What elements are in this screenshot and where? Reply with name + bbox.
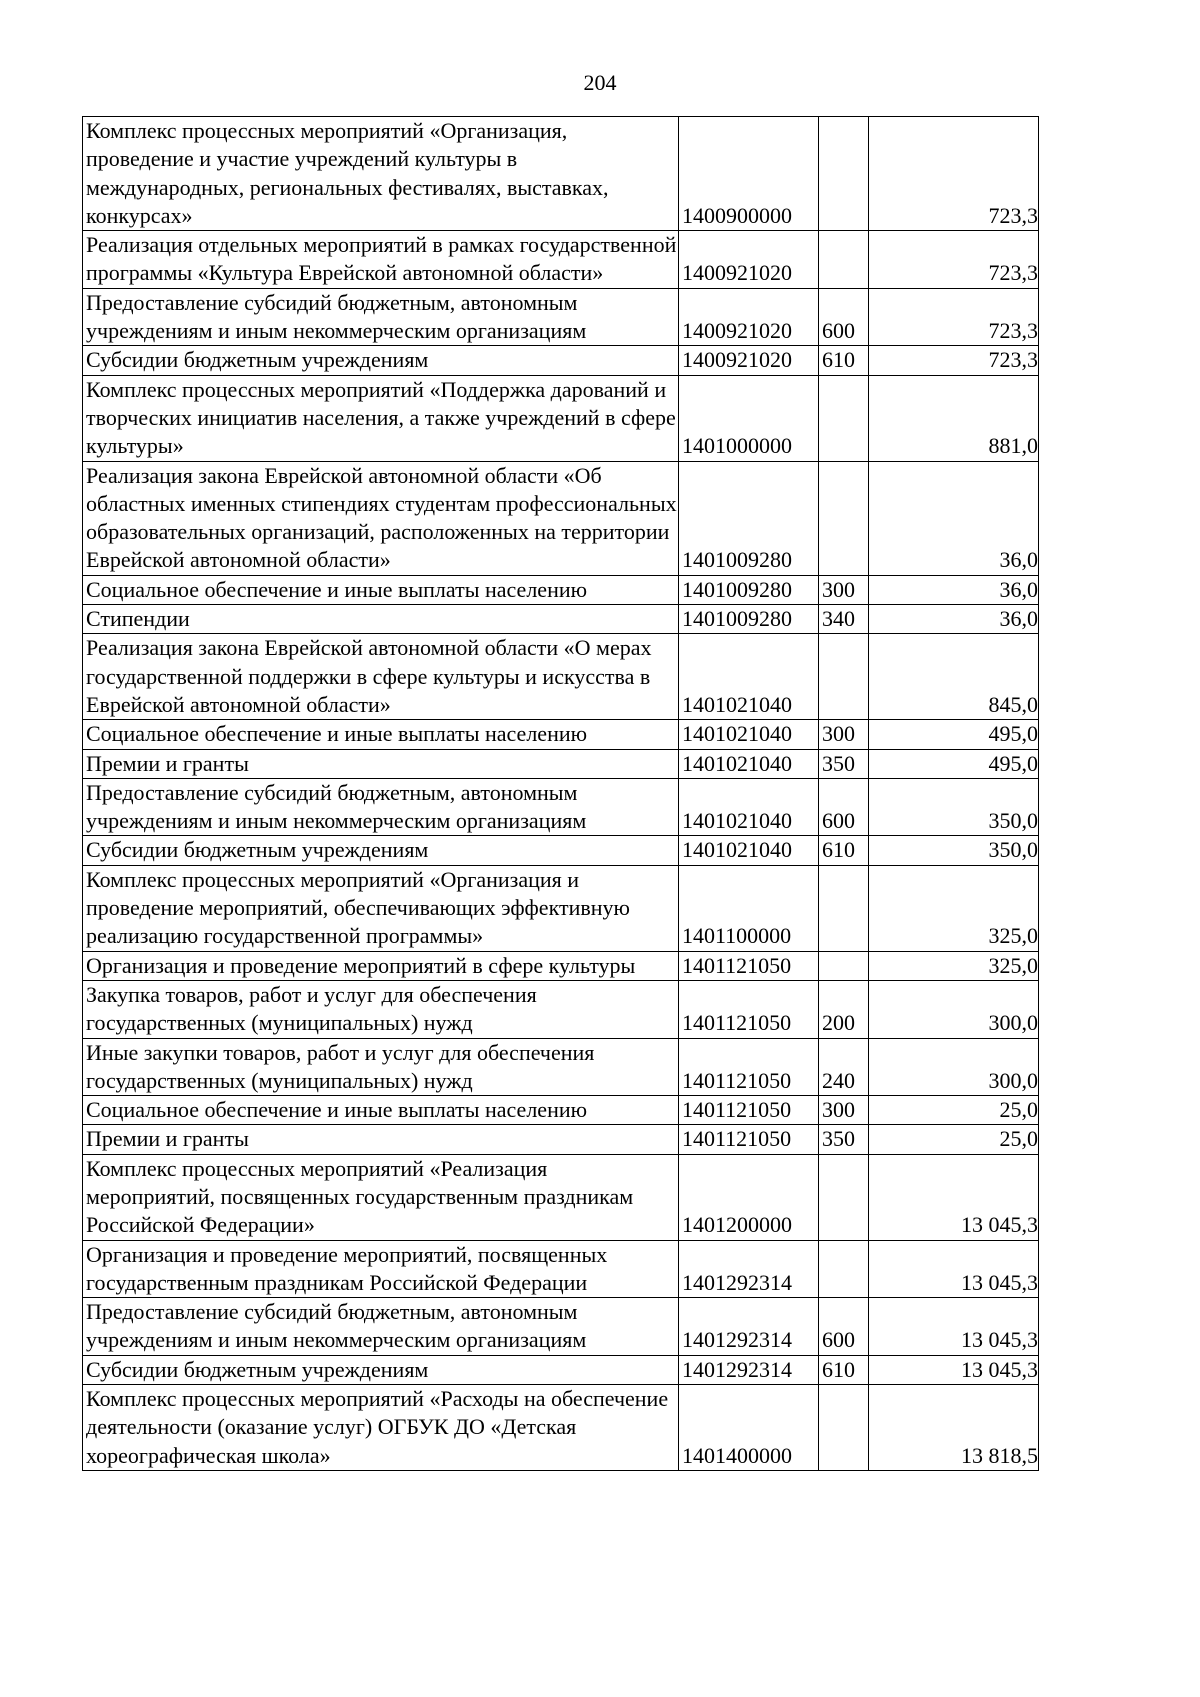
row-csr-cell: 1401009280 xyxy=(679,605,819,634)
row-name-cell: Организация и проведение мероприятий в сфере культуры xyxy=(83,951,679,980)
table-row xyxy=(83,1385,1039,1471)
table-row xyxy=(83,1038,1039,1096)
row-sum-cell: 723,3 xyxy=(869,117,1039,231)
row-csr-cell: 1401400000 xyxy=(679,1385,819,1471)
row-name-cell: Комплекс процессных мероприятий «Реализация мероприятий, посвященных государственным праздникам Российской Федерации» xyxy=(83,1154,679,1240)
row-vr-cell: 610 xyxy=(819,346,869,375)
row-csr-cell: 1401121050 xyxy=(679,1096,819,1125)
row-csr-cell: 1401100000 xyxy=(679,865,819,951)
row-vr-cell: 350 xyxy=(819,749,869,778)
row-name-cell: Организация и проведение мероприятий, посвященных государственным праздникам Российской Федерации xyxy=(83,1240,679,1298)
table-row xyxy=(83,231,1039,289)
table-row xyxy=(83,634,1039,720)
table-row xyxy=(83,865,1039,951)
row-csr-cell: 1401292314 xyxy=(679,1240,819,1298)
row-sum-cell: 723,3 xyxy=(869,346,1039,375)
row-name-cell: Комплекс процессных мероприятий «Расходы на обеспечение деятельности (оказание услуг) ОГБУК ДО «Детская хореографическая школа» xyxy=(83,1385,679,1471)
row-vr-cell xyxy=(819,117,869,231)
row-sum-cell: 13 818,5 xyxy=(869,1385,1039,1471)
row-sum-cell: 36,0 xyxy=(869,605,1039,634)
row-vr-cell: 300 xyxy=(819,575,869,604)
row-csr-cell: 1401000000 xyxy=(679,375,819,461)
row-vr-cell xyxy=(819,1385,869,1471)
row-csr-cell: 1401021040 xyxy=(679,778,819,836)
row-vr-cell: 300 xyxy=(819,1096,869,1125)
row-vr-cell xyxy=(819,1240,869,1298)
row-name-cell: Иные закупки товаров, работ и услуг для обеспечения государственных (муниципальных) нужд xyxy=(83,1038,679,1096)
table-row xyxy=(83,288,1039,346)
table-row xyxy=(83,575,1039,604)
row-sum-cell: 723,3 xyxy=(869,288,1039,346)
row-name-cell: Премии и гранты xyxy=(83,1125,679,1154)
table-row xyxy=(83,605,1039,634)
table-row xyxy=(83,1154,1039,1240)
row-sum-cell: 13 045,3 xyxy=(869,1240,1039,1298)
table-row xyxy=(83,778,1039,836)
row-name-cell: Премии и гранты xyxy=(83,749,679,778)
row-csr-cell: 1401021040 xyxy=(679,749,819,778)
table-row xyxy=(83,836,1039,865)
row-vr-cell: 600 xyxy=(819,288,869,346)
row-sum-cell: 350,0 xyxy=(869,778,1039,836)
row-name-cell: Комплекс процессных мероприятий «Поддержка дарований и творческих инициатив населения, а также учреждений в сфере культуры» xyxy=(83,375,679,461)
row-vr-cell xyxy=(819,231,869,289)
row-vr-cell xyxy=(819,634,869,720)
row-sum-cell: 845,0 xyxy=(869,634,1039,720)
row-sum-cell: 325,0 xyxy=(869,951,1039,980)
table-row xyxy=(83,1125,1039,1154)
row-csr-cell: 1401021040 xyxy=(679,836,819,865)
table-row xyxy=(83,720,1039,749)
row-name-cell: Закупка товаров, работ и услуг для обеспечения государственных (муниципальных) нужд xyxy=(83,980,679,1038)
row-sum-cell: 36,0 xyxy=(869,575,1039,604)
row-name-cell: Реализация закона Еврейской автономной области «О мерах государственной поддержки в сфере культуры и искусства в Еврейской автономной области» xyxy=(83,634,679,720)
table-row xyxy=(83,951,1039,980)
page-number: 204 xyxy=(583,70,617,95)
row-csr-cell: 1401021040 xyxy=(679,634,819,720)
row-sum-cell: 350,0 xyxy=(869,836,1039,865)
row-vr-cell xyxy=(819,375,869,461)
table-row xyxy=(83,980,1039,1038)
row-name-cell: Социальное обеспечение и иные выплаты населению xyxy=(83,575,679,604)
row-sum-cell: 881,0 xyxy=(869,375,1039,461)
row-sum-cell: 25,0 xyxy=(869,1096,1039,1125)
row-sum-cell: 495,0 xyxy=(869,749,1039,778)
row-sum-cell: 13 045,3 xyxy=(869,1154,1039,1240)
row-name-cell: Комплекс процессных мероприятий «Организация, проведение и участие учреждений культуры в международных, региональных фестивалях, выставках, конкурсах» xyxy=(83,117,679,231)
row-name-cell: Реализация отдельных мероприятий в рамках государственной программы «Культура Еврейской автономной области» xyxy=(83,231,679,289)
row-name-cell: Предоставление субсидий бюджетным, автономным учреждениям и иным некоммерческим организациям xyxy=(83,778,679,836)
row-vr-cell: 300 xyxy=(819,720,869,749)
row-name-cell: Социальное обеспечение и иные выплаты населению xyxy=(83,720,679,749)
row-name-cell: Субсидии бюджетным учреждениям xyxy=(83,346,679,375)
table-row xyxy=(83,346,1039,375)
row-name-cell: Социальное обеспечение и иные выплаты населению xyxy=(83,1096,679,1125)
row-csr-cell: 1401009280 xyxy=(679,461,819,575)
table-row xyxy=(83,375,1039,461)
row-sum-cell: 325,0 xyxy=(869,865,1039,951)
row-vr-cell: 610 xyxy=(819,1355,869,1384)
row-sum-cell: 25,0 xyxy=(869,1125,1039,1154)
row-vr-cell: 600 xyxy=(819,1298,869,1356)
row-csr-cell: 1401009280 xyxy=(679,575,819,604)
row-sum-cell: 723,3 xyxy=(869,231,1039,289)
row-vr-cell: 350 xyxy=(819,1125,869,1154)
row-vr-cell xyxy=(819,1154,869,1240)
row-sum-cell: 495,0 xyxy=(869,720,1039,749)
row-csr-cell: 1401292314 xyxy=(679,1298,819,1356)
row-csr-cell: 1400921020 xyxy=(679,231,819,289)
row-vr-cell xyxy=(819,865,869,951)
row-csr-cell: 1400921020 xyxy=(679,346,819,375)
row-name-cell: Предоставление субсидий бюджетным, автономным учреждениям и иным некоммерческим организациям xyxy=(83,288,679,346)
row-sum-cell: 13 045,3 xyxy=(869,1355,1039,1384)
row-name-cell: Реализация закона Еврейской автономной области «Об областных именных стипендиях студентам профессиональных образовательных организаций, расположенных на территории Еврейской автономной области» xyxy=(83,461,679,575)
table-row xyxy=(83,1298,1039,1356)
row-vr-cell: 240 xyxy=(819,1038,869,1096)
row-csr-cell: 1401121050 xyxy=(679,951,819,980)
row-csr-cell: 1401200000 xyxy=(679,1154,819,1240)
row-vr-cell xyxy=(819,461,869,575)
row-name-cell: Предоставление субсидий бюджетным, автономным учреждениям и иным некоммерческим организациям xyxy=(83,1298,679,1356)
table-row xyxy=(83,1096,1039,1125)
row-name-cell: Субсидии бюджетным учреждениям xyxy=(83,836,679,865)
row-name-cell: Стипендии xyxy=(83,605,679,634)
row-name-cell: Субсидии бюджетным учреждениям xyxy=(83,1355,679,1384)
row-sum-cell: 13 045,3 xyxy=(869,1298,1039,1356)
row-csr-cell: 1400900000 xyxy=(679,117,819,231)
row-csr-cell: 1401021040 xyxy=(679,720,819,749)
row-name-cell: Комплекс процессных мероприятий «Организация и проведение мероприятий, обеспечивающих эффективную реализацию государственной программы» xyxy=(83,865,679,951)
table-row xyxy=(83,1355,1039,1384)
row-vr-cell xyxy=(819,951,869,980)
table-row xyxy=(83,117,1039,231)
budget-table-body xyxy=(83,117,1039,1471)
row-vr-cell: 600 xyxy=(819,778,869,836)
row-sum-cell: 300,0 xyxy=(869,980,1039,1038)
row-csr-cell: 1400921020 xyxy=(679,288,819,346)
row-sum-cell: 300,0 xyxy=(869,1038,1039,1096)
table-row xyxy=(83,1240,1039,1298)
row-csr-cell: 1401121050 xyxy=(679,980,819,1038)
row-csr-cell: 1401292314 xyxy=(679,1355,819,1384)
row-csr-cell: 1401121050 xyxy=(679,1125,819,1154)
table-row xyxy=(83,749,1039,778)
row-vr-cell: 200 xyxy=(819,980,869,1038)
budget-table xyxy=(82,116,1039,1471)
table-row xyxy=(83,461,1039,575)
row-vr-cell: 340 xyxy=(819,605,869,634)
row-csr-cell: 1401121050 xyxy=(679,1038,819,1096)
row-sum-cell: 36,0 xyxy=(869,461,1039,575)
row-vr-cell: 610 xyxy=(819,836,869,865)
